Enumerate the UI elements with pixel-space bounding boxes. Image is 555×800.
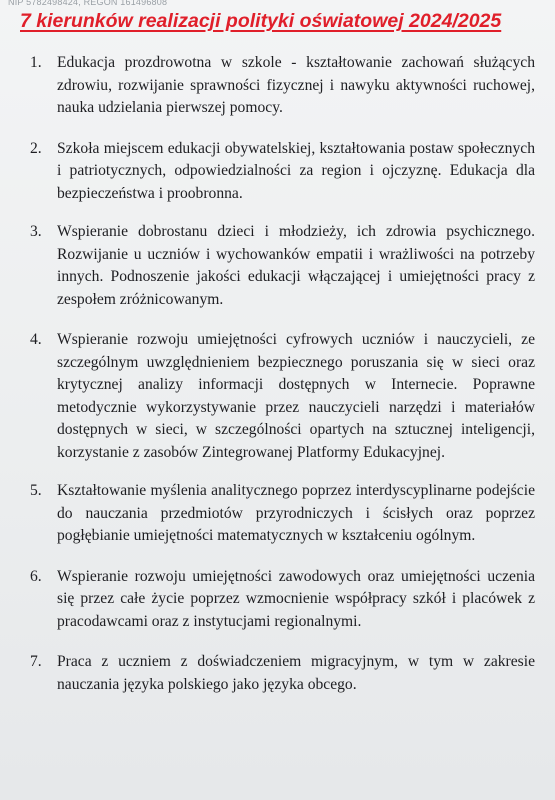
item-number: 5. (30, 482, 42, 499)
item-text: Wspieranie rozwoju umiejętności cyfrowych uczniów i nauczycieli, ze szczególnym uwzględnieniem bezpiecznego poruszania się w sieci oraz krytycznej analizy informacji dostępnych w Internecie. Poprawne metodycznie wykorzystywanie przez nauczycieli narzędzi i materiałów dostępnych w sieci, w szczególności opartych na sztucznej inteligencji, korzystanie z zasobów Zintegrowanej Platformy Edukacyjnej. (57, 331, 535, 461)
item-text: Szkoła miejscem edukacji obywatelskiej, kształtowania postaw społecznych i patriotycznych, odpowiedzialności za region i ojczyznę. Edukacja dla bezpieczeństwa i proobronna. (57, 139, 535, 202)
item-number: 4. (30, 331, 42, 348)
item-text: Praca z uczniem z doświadczeniem migracyjnym, w tym w zakresie nauczania języka polskiego jako języka obcego. (57, 653, 535, 693)
item-number: 6. (30, 567, 42, 585)
list-item (30, 221, 535, 311)
header-registration-text: NIP 5782498424, REGON 161496808 (8, 0, 168, 7)
list-item (30, 480, 535, 548)
list-item (30, 566, 535, 634)
item-text: Wspieranie dobrostanu dzieci i młodzieży, ich zdrowia psychicznego. Rozwijanie u uczniów i wychowanków empatii i wrażliwości na potrzeby innych. Podnoszenie jakości edukacji włączającej i umiejętności pracy z zespołem zróżnicowanym. (57, 223, 535, 308)
page-title: 7 kierunków realizacji polityki oświatowej 2024/2025 (20, 10, 502, 32)
directions-list (30, 52, 535, 714)
list-item (30, 138, 535, 206)
list-item (30, 329, 535, 464)
item-number: 1. (30, 54, 42, 71)
item-text: Wspieranie rozwoju umiejętności zawodowych oraz umiejętności uczenia się przez całe życie poprzez wzmocnienie współpracy szkół i placówek z pracodawcami oraz z instytucjami regionalnymi. (57, 567, 535, 630)
item-number: 2. (30, 139, 42, 157)
item-text: Edukacja prozdrowotna w szkole - kształtowanie zachowań służących zdrowiu, rozwijanie sprawności fizycznej i nawyku aktywności ruchowej, nauka udzielania pierwszej pomocy. (57, 54, 535, 116)
list-item (30, 651, 535, 696)
item-number: 3. (30, 223, 42, 240)
list-item (30, 52, 535, 120)
item-text: Kształtowanie myślenia analitycznego poprzez interdyscyplinarne podejście do nauczania przedmiotów przyrodniczych i ścisłych oraz poprzez pogłębianie umiejętności matematycznych w kształceniu ogólnym. (57, 482, 535, 544)
item-number: 7. (30, 653, 42, 670)
